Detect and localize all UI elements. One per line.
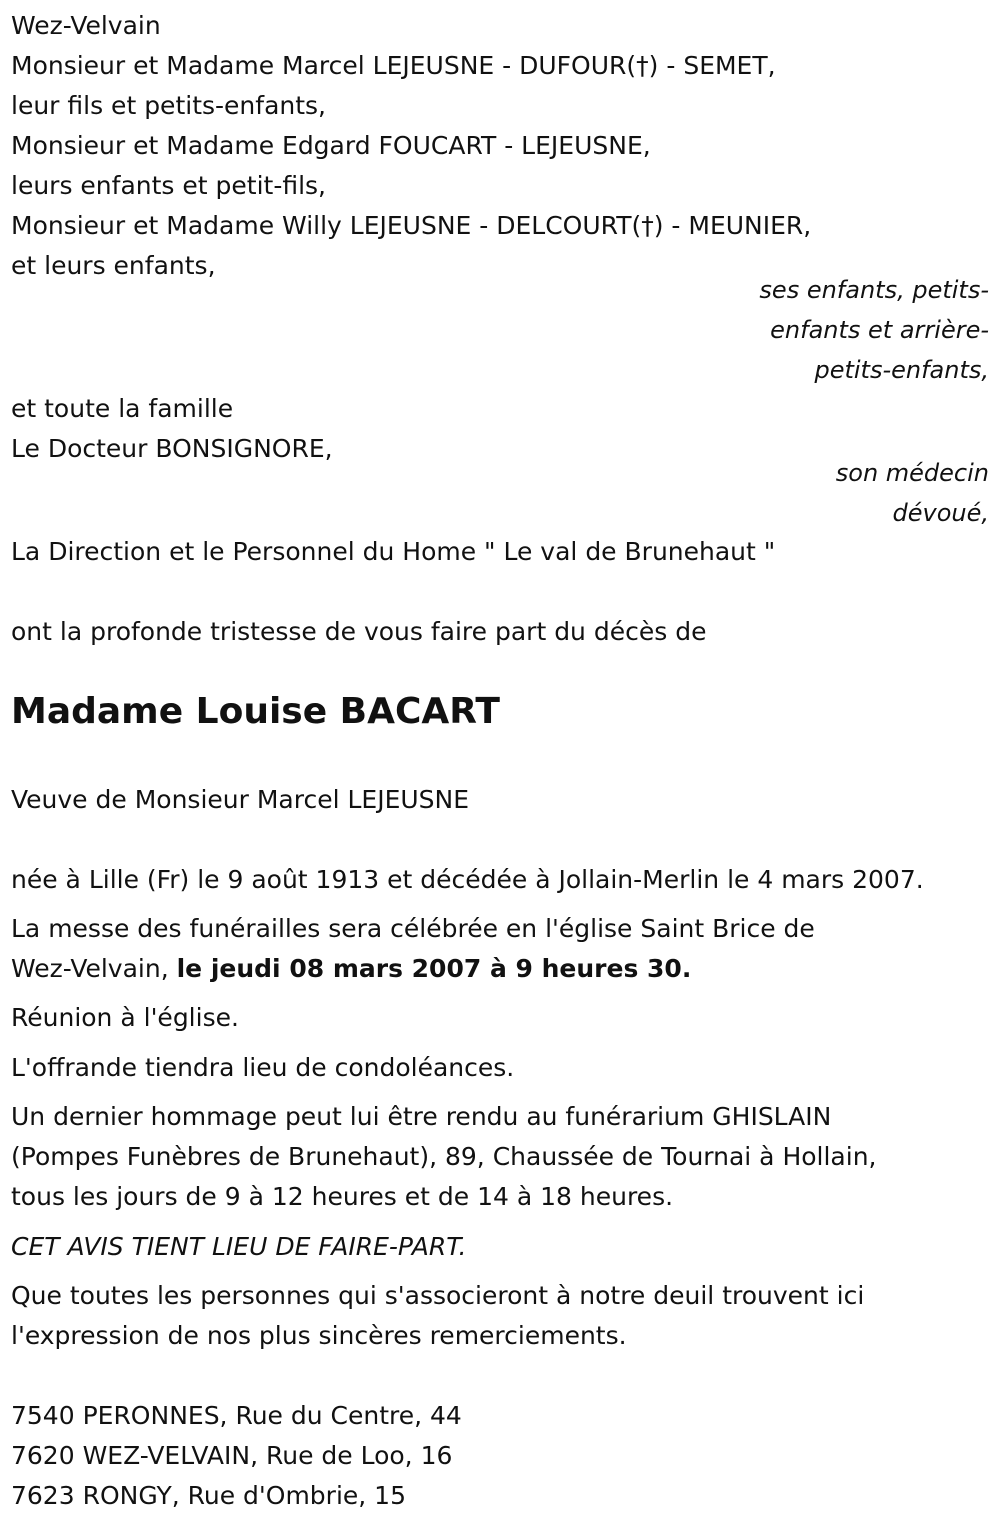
- sender-line: Monsieur et Madame Marcel LEJEUSNE - DUFOUR(†) - SEMET,: [11, 51, 776, 80]
- address-line: 7623 RONGY, Rue d'Ombrie, 15: [11, 1481, 406, 1510]
- location-line: Wez-Velvain: [11, 11, 161, 40]
- mass-line: La messe des funérailles sera célébrée en l'église Saint Brice de: [11, 914, 815, 943]
- birth-death-line: née à Lille (Fr) le 9 août 1913 et décédée à Jollain-Merlin le 4 mars 2007.: [11, 865, 924, 894]
- family-line: et toute la famille: [11, 394, 234, 423]
- relation-children-line: ses enfants, petits-: [759, 276, 989, 304]
- thanks-line: Que toutes les personnes qui s'associeront à notre deuil trouvent ici: [11, 1281, 865, 1310]
- offering-line: L'offrande tiendra lieu de condoléances.: [11, 1053, 515, 1082]
- relation-children-line: enfants et arrière-: [770, 316, 989, 344]
- relation-doctor-line: dévoué,: [892, 499, 989, 527]
- sender-line: Monsieur et Madame Willy LEJEUSNE - DELCOURT(†) - MEUNIER,: [11, 211, 812, 240]
- mass-line: [11, 949, 691, 989]
- home-line: La Direction et le Personnel du Home " Le val de Brunehaut ": [11, 537, 776, 566]
- thanks-line: l'expression de nos plus sincères remerciements.: [11, 1321, 627, 1350]
- sender-line: Monsieur et Madame Edgard FOUCART - LEJEUSNE,: [11, 131, 651, 160]
- tribute-line: (Pompes Funèbres de Brunehaut), 89, Chaussée de Tournai à Hollain,: [11, 1142, 877, 1171]
- deceased-name: Madame Louise BACART: [11, 691, 500, 732]
- mass-date: le jeudi 08 mars 2007 à 9 heures 30.: [176, 954, 692, 983]
- address-line: 7620 WEZ-VELVAIN, Rue de Loo, 16: [11, 1441, 453, 1470]
- sender-line: leur fils et petits-enfants,: [11, 91, 327, 120]
- doctor-line: Le Docteur BONSIGNORE,: [11, 434, 333, 463]
- widow-of-line: Veuve de Monsieur Marcel LEJEUSNE: [11, 785, 470, 814]
- mass-place: Wez-Velvain,: [11, 954, 177, 983]
- relation-doctor-line: son médecin: [835, 459, 989, 487]
- meeting-line: Réunion à l'église.: [11, 1003, 239, 1032]
- relation-children-line: petits-enfants,: [814, 356, 989, 384]
- tribute-line: Un dernier hommage peut lui être rendu au funérarium GHISLAIN: [11, 1102, 832, 1131]
- sender-line: et leurs enfants,: [11, 251, 216, 280]
- address-line: 7540 PERONNES, Rue du Centre, 44: [11, 1401, 462, 1430]
- sender-line: leurs enfants et petit-fils,: [11, 171, 327, 200]
- tribute-line: tous les jours de 9 à 12 heures et de 14 à 18 heures.: [11, 1182, 674, 1211]
- announcement: ont la profonde tristesse de vous faire part du décès de: [11, 617, 707, 646]
- notice-line: CET AVIS TIENT LIEU DE FAIRE-PART.: [11, 1232, 467, 1261]
